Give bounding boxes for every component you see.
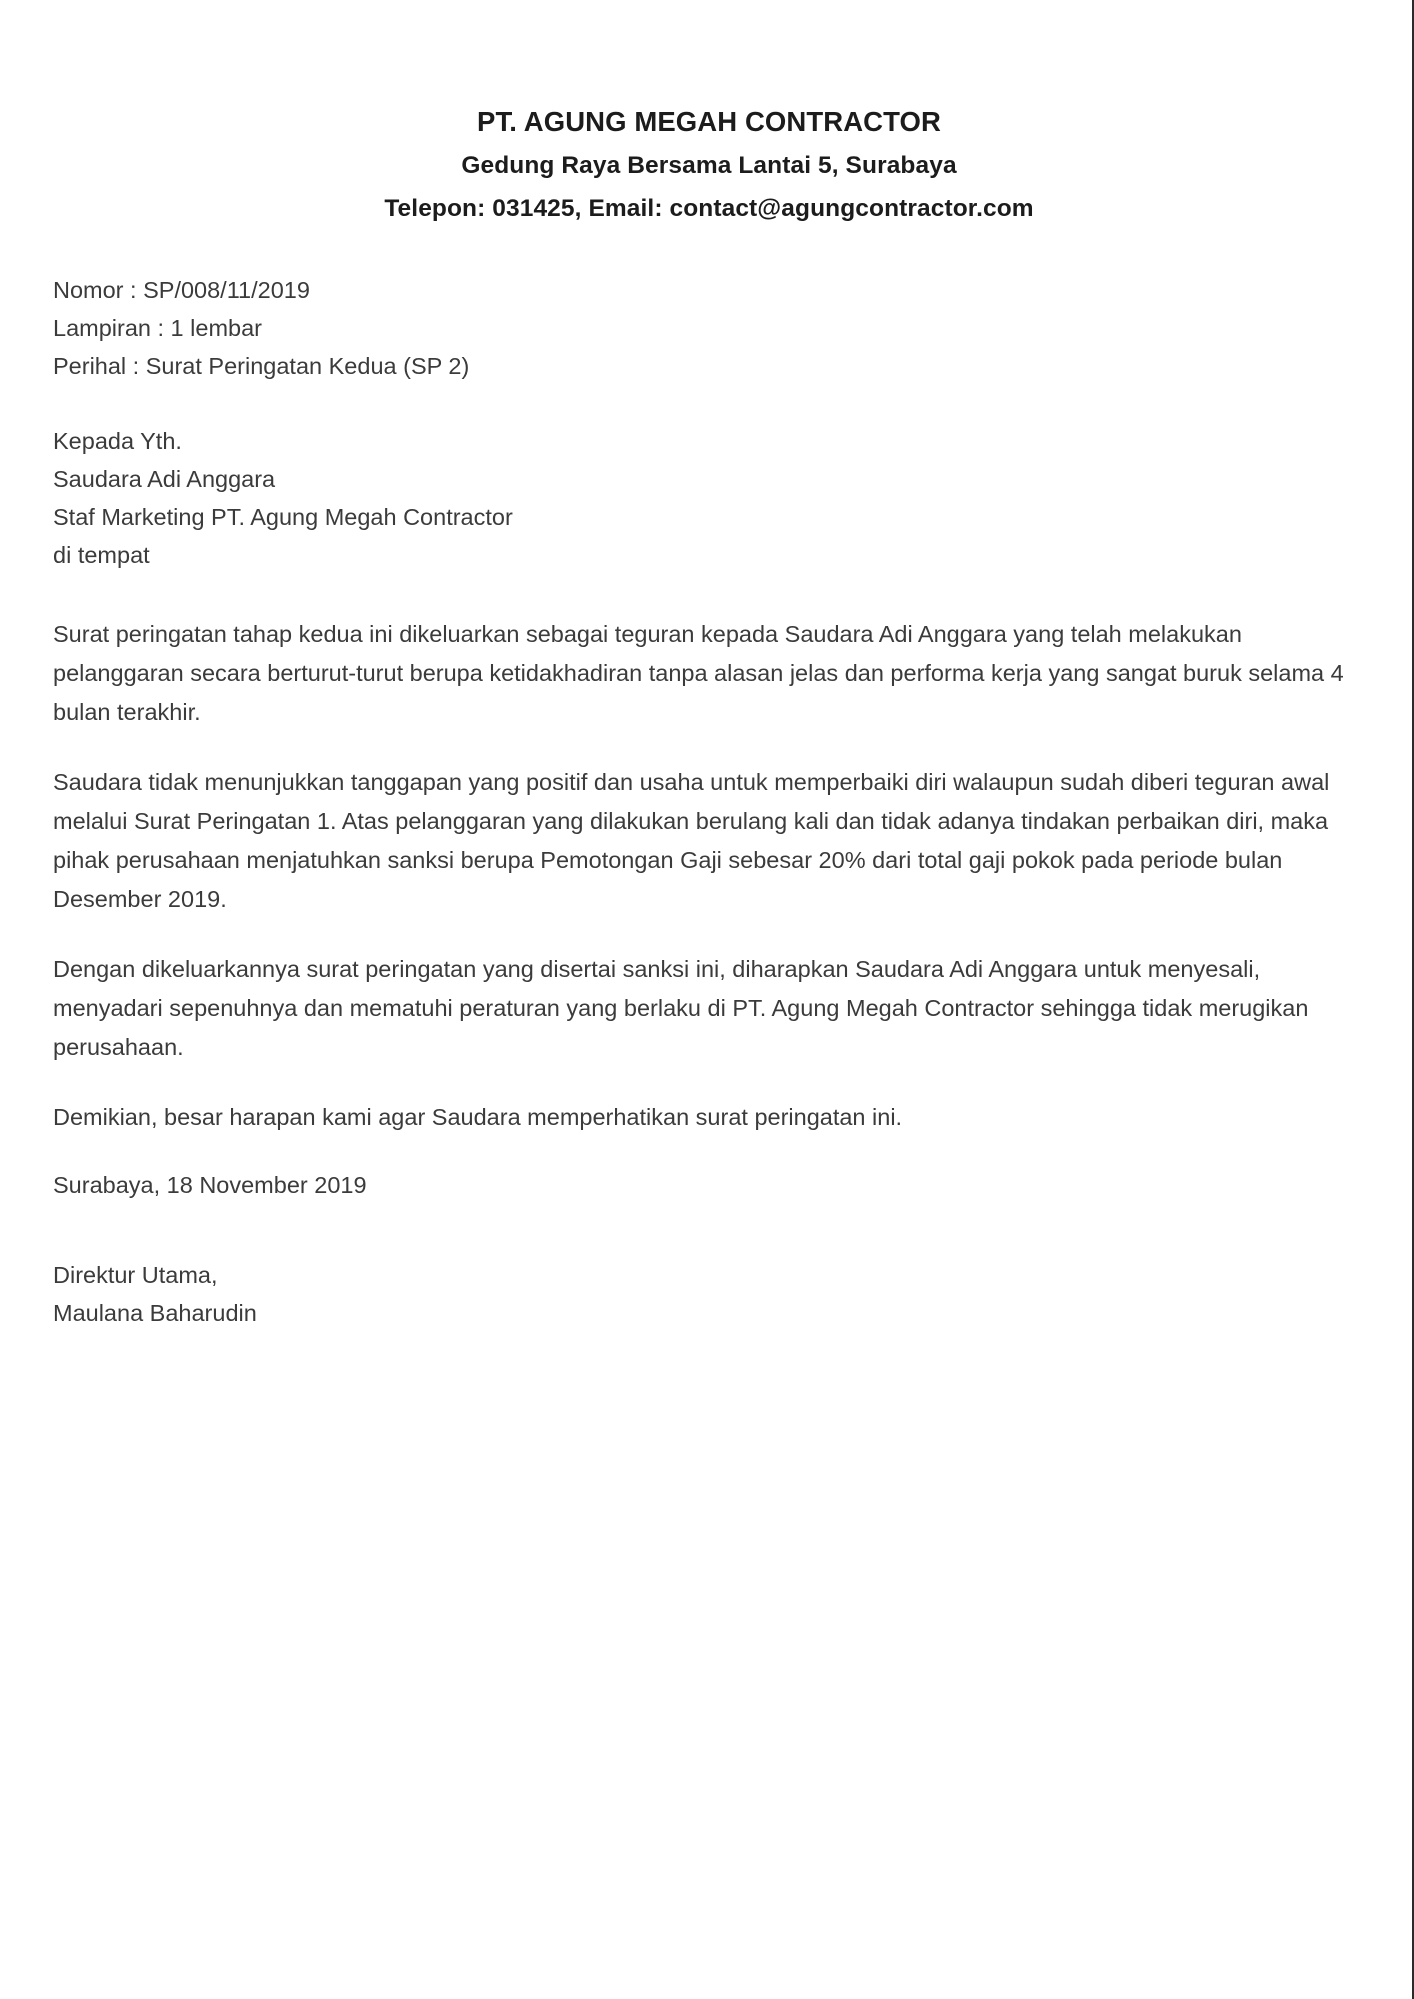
recipient-name: Saudara Adi Anggara (53, 466, 276, 492)
letterhead-contact: Telepon: 031425, Email: contact@agungcontractor.com (384, 195, 1034, 222)
letter-content (53, 0, 1365, 1332)
recipient-block (53, 422, 1365, 574)
letterhead-company-name: PT. AGUNG MEGAH CONTRACTOR (477, 106, 941, 137)
body-paragraph-4: Demikian, besar harapan kami agar Saudara memperhatikan surat peringatan ini. (53, 1104, 903, 1130)
reference-lampiran: Lampiran : 1 lembar (53, 315, 262, 341)
signatory-title: Direktur Utama, (53, 1262, 218, 1288)
body-paragraph-2: Saudara tidak menunjukkan tanggapan yang positif dan usaha untuk memperbaiki diri walaupun sudah diberi teguran awal melalui Surat Peringatan 1. Atas pelanggaran yang dilakukan berulang kali dan tidak adanya tindakan perbaikan diri, maka pihak perusahaan menjatuhkan sanksi berupa Pemotongan Gaji sebesar 20% dari total gaji pokok pada periode bulan Desember 2019. (53, 769, 1330, 912)
body-paragraph-1: Surat peringatan tahap kedua ini dikeluarkan sebagai teguran kepada Saudara Adi Anggara yang telah melakukan pelanggaran secara berturut-turut berupa ketidakhadiran tanpa alasan jelas dan performa kerja yang sangat buruk selama 4 bulan terakhir. (53, 621, 1344, 725)
signatory-name: Maulana Baharudin (53, 1300, 257, 1326)
recipient-salutation: Kepada Yth. (53, 428, 182, 454)
reference-block (53, 271, 1365, 385)
reference-perihal: Perihal : Surat Peringatan Kedua (SP 2) (53, 353, 470, 379)
recipient-place: di tempat (53, 542, 150, 568)
reference-nomor: Nomor : SP/008/11/2019 (53, 277, 310, 303)
letterhead-address: Gedung Raya Bersama Lantai 5, Surabaya (461, 152, 957, 179)
recipient-position: Staf Marketing PT. Agung Megah Contractor (53, 504, 513, 530)
signature-block (53, 1256, 1365, 1332)
letter-body (53, 615, 1365, 1137)
letterhead (53, 0, 1365, 230)
body-paragraph-3: Dengan dikeluarkannya surat peringatan yang disertai sanksi ini, diharapkan Saudara Adi Anggara untuk menyesali, menyadari sepenuhnya dan mematuhi peraturan yang berlaku di PT. Agung Megah Contractor sehingga tidak merugikan perusahaan. (53, 956, 1309, 1060)
closing-date-line: Surabaya, 18 November 2019 (53, 1172, 367, 1198)
